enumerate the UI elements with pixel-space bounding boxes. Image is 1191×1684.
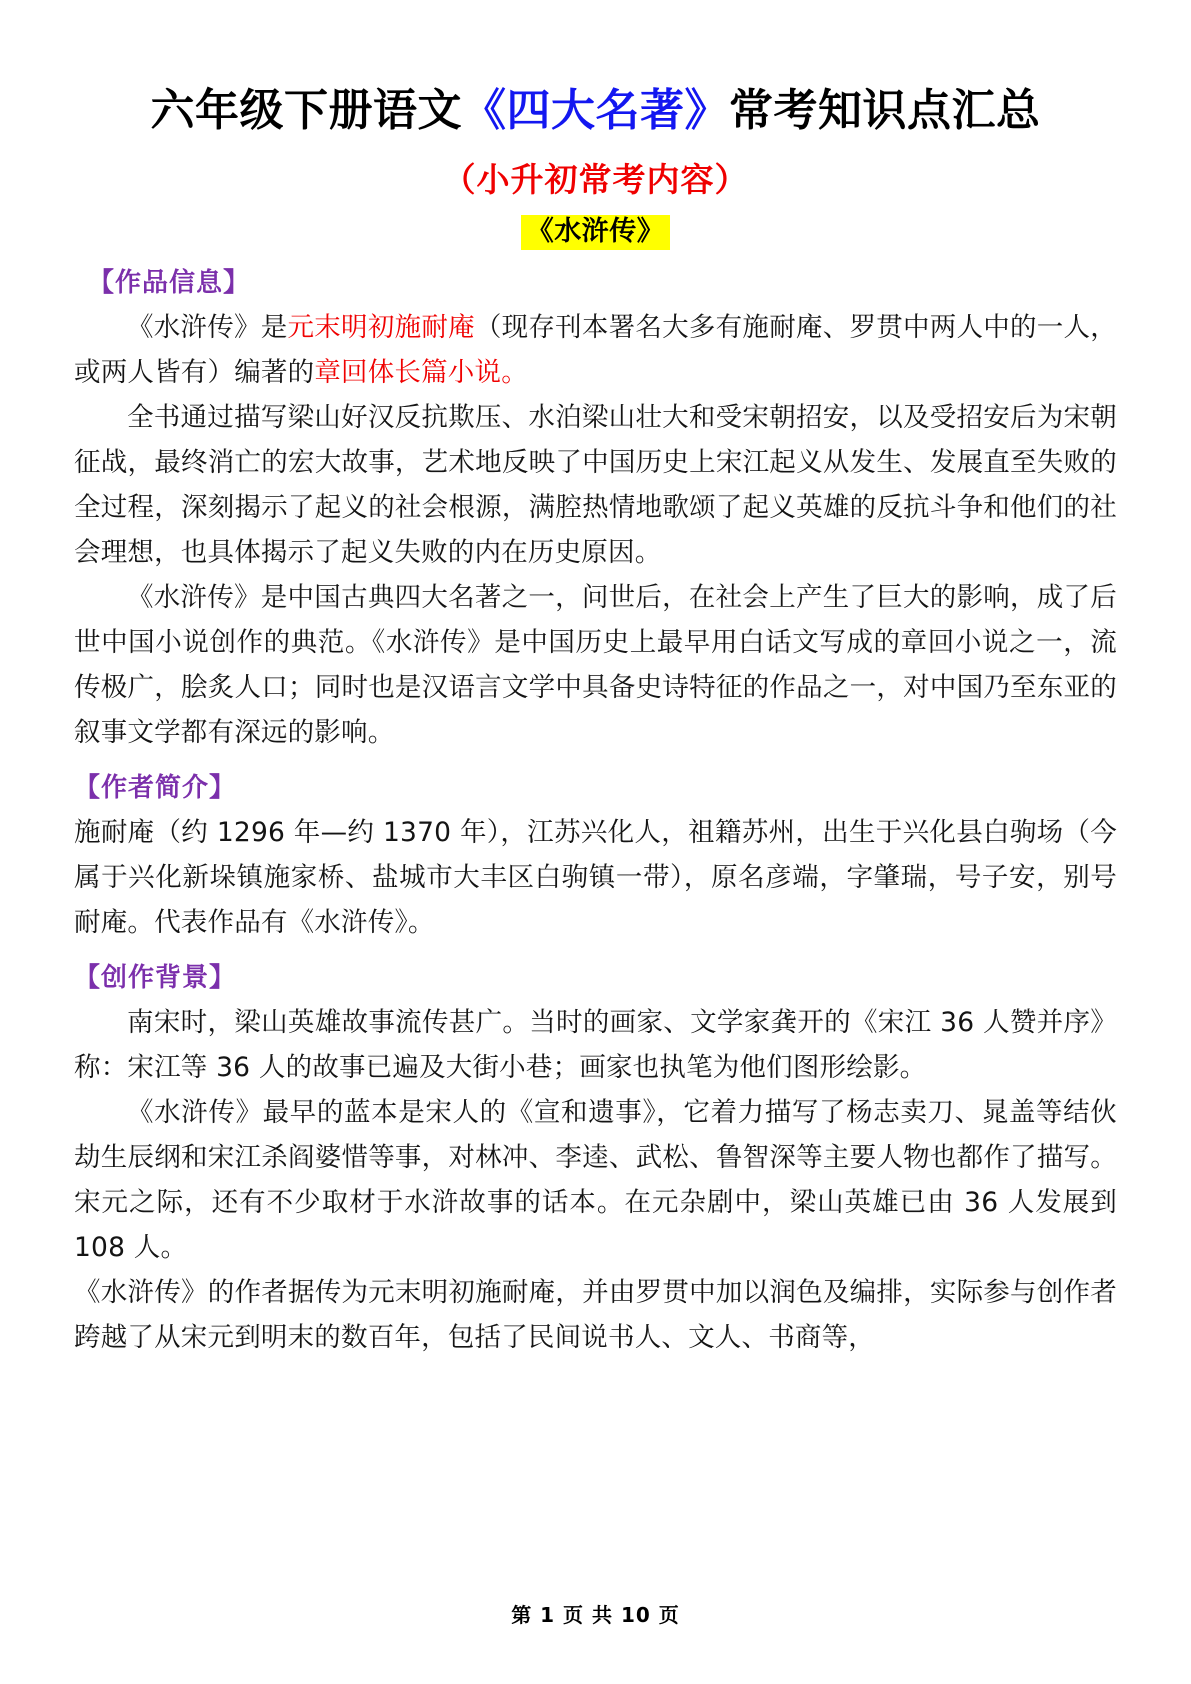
page-subtitle: （小升初常考内容） bbox=[442, 159, 749, 199]
page-title bbox=[74, 84, 1117, 138]
work-info-text-b: （现存刊本署名大多有施耐庵、罗贯中两人中的一人，或两人皆有）编著的 bbox=[74, 312, 1117, 389]
paragraph-creation-background-1: 南宋时，梁山英雄故事流传甚广。当时的画家、文学家龚开的《宋江 36 人赞并序》称：宋江等 36 人的故事已遍及大街小巷；画家也执笔为他们图形绘影。 bbox=[74, 1006, 1117, 1083]
section-header-work-info: 【作品信息】 bbox=[88, 268, 251, 299]
paragraph-work-info-2: 全书通过描写梁山好汉反抗欺压、水泊梁山壮大和受宋朝招安，以及受招安后为宋朝征战，最终消亡的宏大故事，艺术地反映了中国历史上宋江起义从发生、发展直至失败的全过程，深刻揭示了起义的社会根源，满腔热情地歌颂了起义英雄的反抗斗争和他们的社会理想，也具体揭示了起义失败的内在历史原因。 bbox=[74, 402, 1117, 569]
paragraph-work-info-1 bbox=[74, 305, 1117, 395]
section-header-creation-background: 【创作背景】 bbox=[74, 962, 237, 993]
paragraph-creation-background-2: 《水浒传》最早的蓝本是宋人的《宣和遗事》，它着力描写了杨志卖刀、晁盖等结伙劫生辰纲和宋江杀阎婆惜等事，对林冲、李逵、武松、鲁智深等主要人物也都作了描写。宋元之际，还有不少取材于水浒故事的话本。在元杂剧中，梁山英雄已由 36 人发展到 108 人。 bbox=[74, 1096, 1117, 1263]
work-info-emphasis-author: 元末明初施耐庵 bbox=[287, 312, 475, 344]
book-title-highlighted: 《水浒传》 bbox=[521, 215, 671, 250]
paragraph-creation-background-3: 《水浒传》的作者据传为元末明初施耐庵，并由罗贯中加以润色及编排，实际参与创作者跨越了从宋元到明末的数百年，包括了民间说书人、文人、书商等， bbox=[74, 1276, 1117, 1353]
paragraph-work-info-3: 《水浒传》是中国古典四大名著之一，问世后，在社会上产生了巨大的影响，成了后世中国小说创作的典范。《水浒传》是中国历史上最早用白话文写成的章回小说之一，流传极广，脍炙人口；同时也是汉语言文学中具备史诗特征的作品之一，对中国乃至东亚的叙事文学都有深远的影响。 bbox=[74, 582, 1117, 749]
work-info-text-a: 《水浒传》是 bbox=[127, 312, 288, 344]
work-info-emphasis-genre: 章回体长篇小说。 bbox=[314, 357, 528, 389]
page-title-part-1: 六年级下册语文 bbox=[150, 85, 462, 136]
section-header-author-intro: 【作者简介】 bbox=[74, 773, 237, 804]
page-footer: 第 1 页 共 10 页 bbox=[511, 1603, 680, 1627]
book-title-container bbox=[74, 215, 1117, 250]
paragraph-author-intro-1: 施耐庵（约 1296 年—约 1370 年），江苏兴化人，祖籍苏州，出生于兴化县白驹场（今属于兴化新垛镇施家桥、盐城市大丰区白驹镇一带），原名彦端，字肇瑞，号子安，别号耐庵。代表作品有《水浒传》。 bbox=[74, 816, 1117, 938]
page-title-part-2: 常考知识点汇总 bbox=[729, 85, 1041, 136]
page-title-book-highlight: 《四大名著》 bbox=[462, 85, 729, 136]
